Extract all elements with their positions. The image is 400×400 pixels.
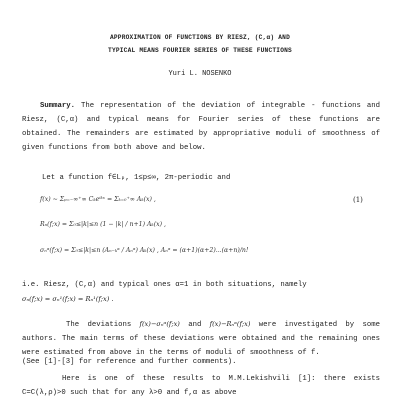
paper-title-line-2: TYPICAL MEANS FOURIER SERIES OF THESE FUNCTIONS <box>108 47 292 54</box>
result-text: Here is one of these results to M.M.Lekishvili [1]: there exists C=C(λ,ρ)>0 such that for any λ>0 and f,α as above <box>22 375 380 397</box>
summary-text: The representation of the deviation of integrable - functions and Riesz, (C,α) and typical means for Fourier series of these functions are obtained. The remainders are estimated by appropriative moduli of smoothness of given functions from both above and below. <box>22 102 380 152</box>
result-paragraph <box>22 372 380 400</box>
author-name: Yuri L. NOSENKO <box>168 70 232 78</box>
deviations-paragraph <box>22 317 380 360</box>
formula-riesz-means: Rₙ(f;x) = Σ₀≤|k|≤n (1 − |k| / n+1) Aₖ(x) , <box>40 221 166 228</box>
deviation-expression-2: f(x)−Rₙᵅ(f;x) <box>209 320 251 328</box>
deviations-text-3: were investigated by some authors. The main terms of these deviations were obtained and the remaining ones were estimated from above in the terms of moduli of smoothness of f. <box>22 321 380 357</box>
sigma-identity: σₙ(f;x) = σₙ¹(f;x) = Rₙ¹(f;x) . <box>22 295 114 303</box>
deviations-text-2: and <box>179 321 210 329</box>
summary-paragraph <box>22 99 380 155</box>
let-function-line: Let a function f∈Lₚ, 1≤p≤∞, 2π-periodic and <box>42 174 231 182</box>
deviation-expression-1: f(x)−σₙᵅ(f;x) <box>139 320 180 328</box>
deviations-text-1: The deviations <box>66 321 140 329</box>
summary-lead: Summary. <box>40 102 76 110</box>
formula-cesaro-means: σₙᵅ(f;x) = Σ₀≤|k|≤n (Aₙ₋ₖᵅ / Aₙᵅ) Aₖ(x) , Aₙᵅ = (α+1)(α+2)...(α+n)/n! <box>40 247 249 254</box>
references-line: (See [1]-[3] for reference and further comments). <box>22 358 237 366</box>
formula-fourier-series: f(x) ~ Σₚ₌₋∞⁺∞ Cₖeⁱᵏˣ = Σₖ₌₀⁺∞ Aₖ(x) , <box>40 196 156 203</box>
ie-line: i.e. Riesz, (C,α) and typical ones α=1 in both situations, namely <box>22 281 307 289</box>
paper-title-line-1: APPROXIMATION OF FUNCTIONS BY RIESZ, (C,α) AND <box>109 34 290 41</box>
equation-number: (1) <box>353 196 363 204</box>
